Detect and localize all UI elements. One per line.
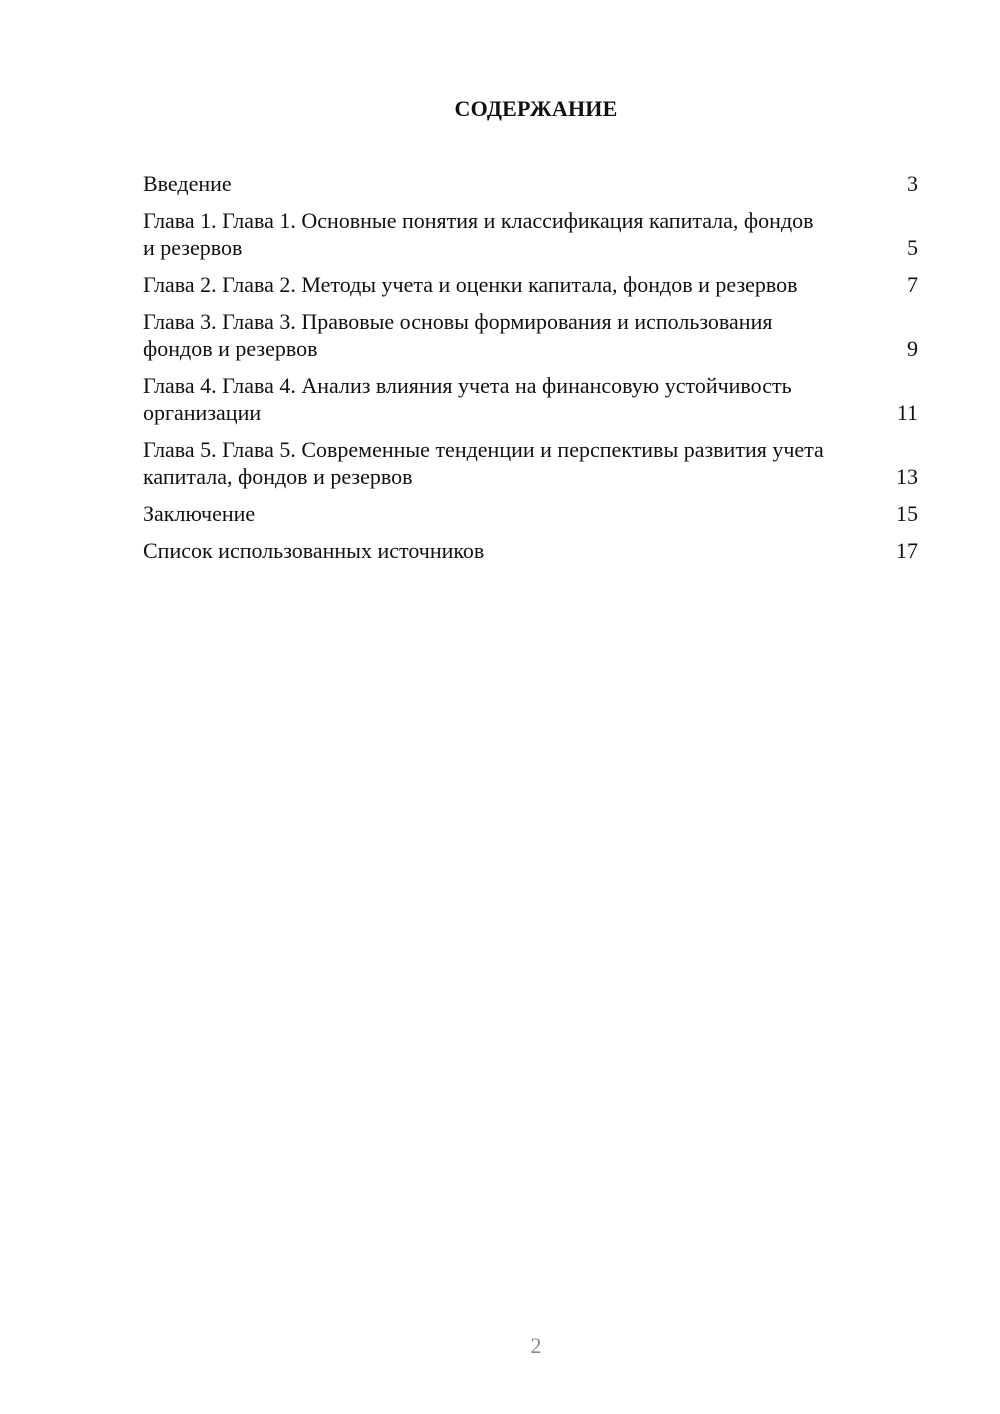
toc-entry-title: Введение xyxy=(143,171,232,196)
toc-entry-chapter-1[interactable] xyxy=(143,207,918,261)
toc-entry-chapter-2[interactable] xyxy=(143,271,918,298)
toc-entry-title: Глава 2. Глава 2. Методы учета и оценки капитала, фондов и резервов xyxy=(143,272,798,297)
toc-entry-page: 17 xyxy=(896,538,918,563)
toc-entry-title: Глава 1. Глава 1. Основные понятия и классификация капитала, фондов и резервов xyxy=(143,208,814,260)
toc-entry-introduction[interactable] xyxy=(143,170,918,197)
toc-entry-title: Заключение xyxy=(143,501,256,526)
page-number: 2 xyxy=(530,1333,542,1358)
toc-entry-page: 7 xyxy=(907,272,918,297)
toc-entry-references[interactable] xyxy=(143,537,918,564)
toc-entry-page: 3 xyxy=(907,171,918,196)
page-title: СОДЕРЖАНИЕ xyxy=(454,96,618,121)
toc-entry-page: 13 xyxy=(896,464,918,489)
toc-entry-title: Глава 5. Глава 5. Современные тенденции и перспективы развития учета капитала, фондов и резервов xyxy=(143,437,824,489)
toc-entry-page: 5 xyxy=(907,235,918,260)
toc-entry-chapter-5[interactable] xyxy=(143,436,918,490)
table-of-contents xyxy=(143,170,918,574)
toc-entry-page: 15 xyxy=(896,501,918,526)
toc-entry-page: 11 xyxy=(896,400,918,425)
toc-entry-chapter-3[interactable] xyxy=(143,308,918,362)
toc-entry-title: Список использованных источников xyxy=(143,538,485,563)
toc-entry-conclusion[interactable] xyxy=(143,500,918,527)
toc-entry-title: Глава 3. Глава 3. Правовые основы формирования и использования фондов и резервов xyxy=(143,309,773,361)
toc-entry-page: 9 xyxy=(907,336,918,361)
toc-entry-chapter-4[interactable] xyxy=(143,372,918,426)
toc-entry-title: Глава 4. Глава 4. Анализ влияния учета на финансовую устойчивость организации xyxy=(143,373,792,425)
